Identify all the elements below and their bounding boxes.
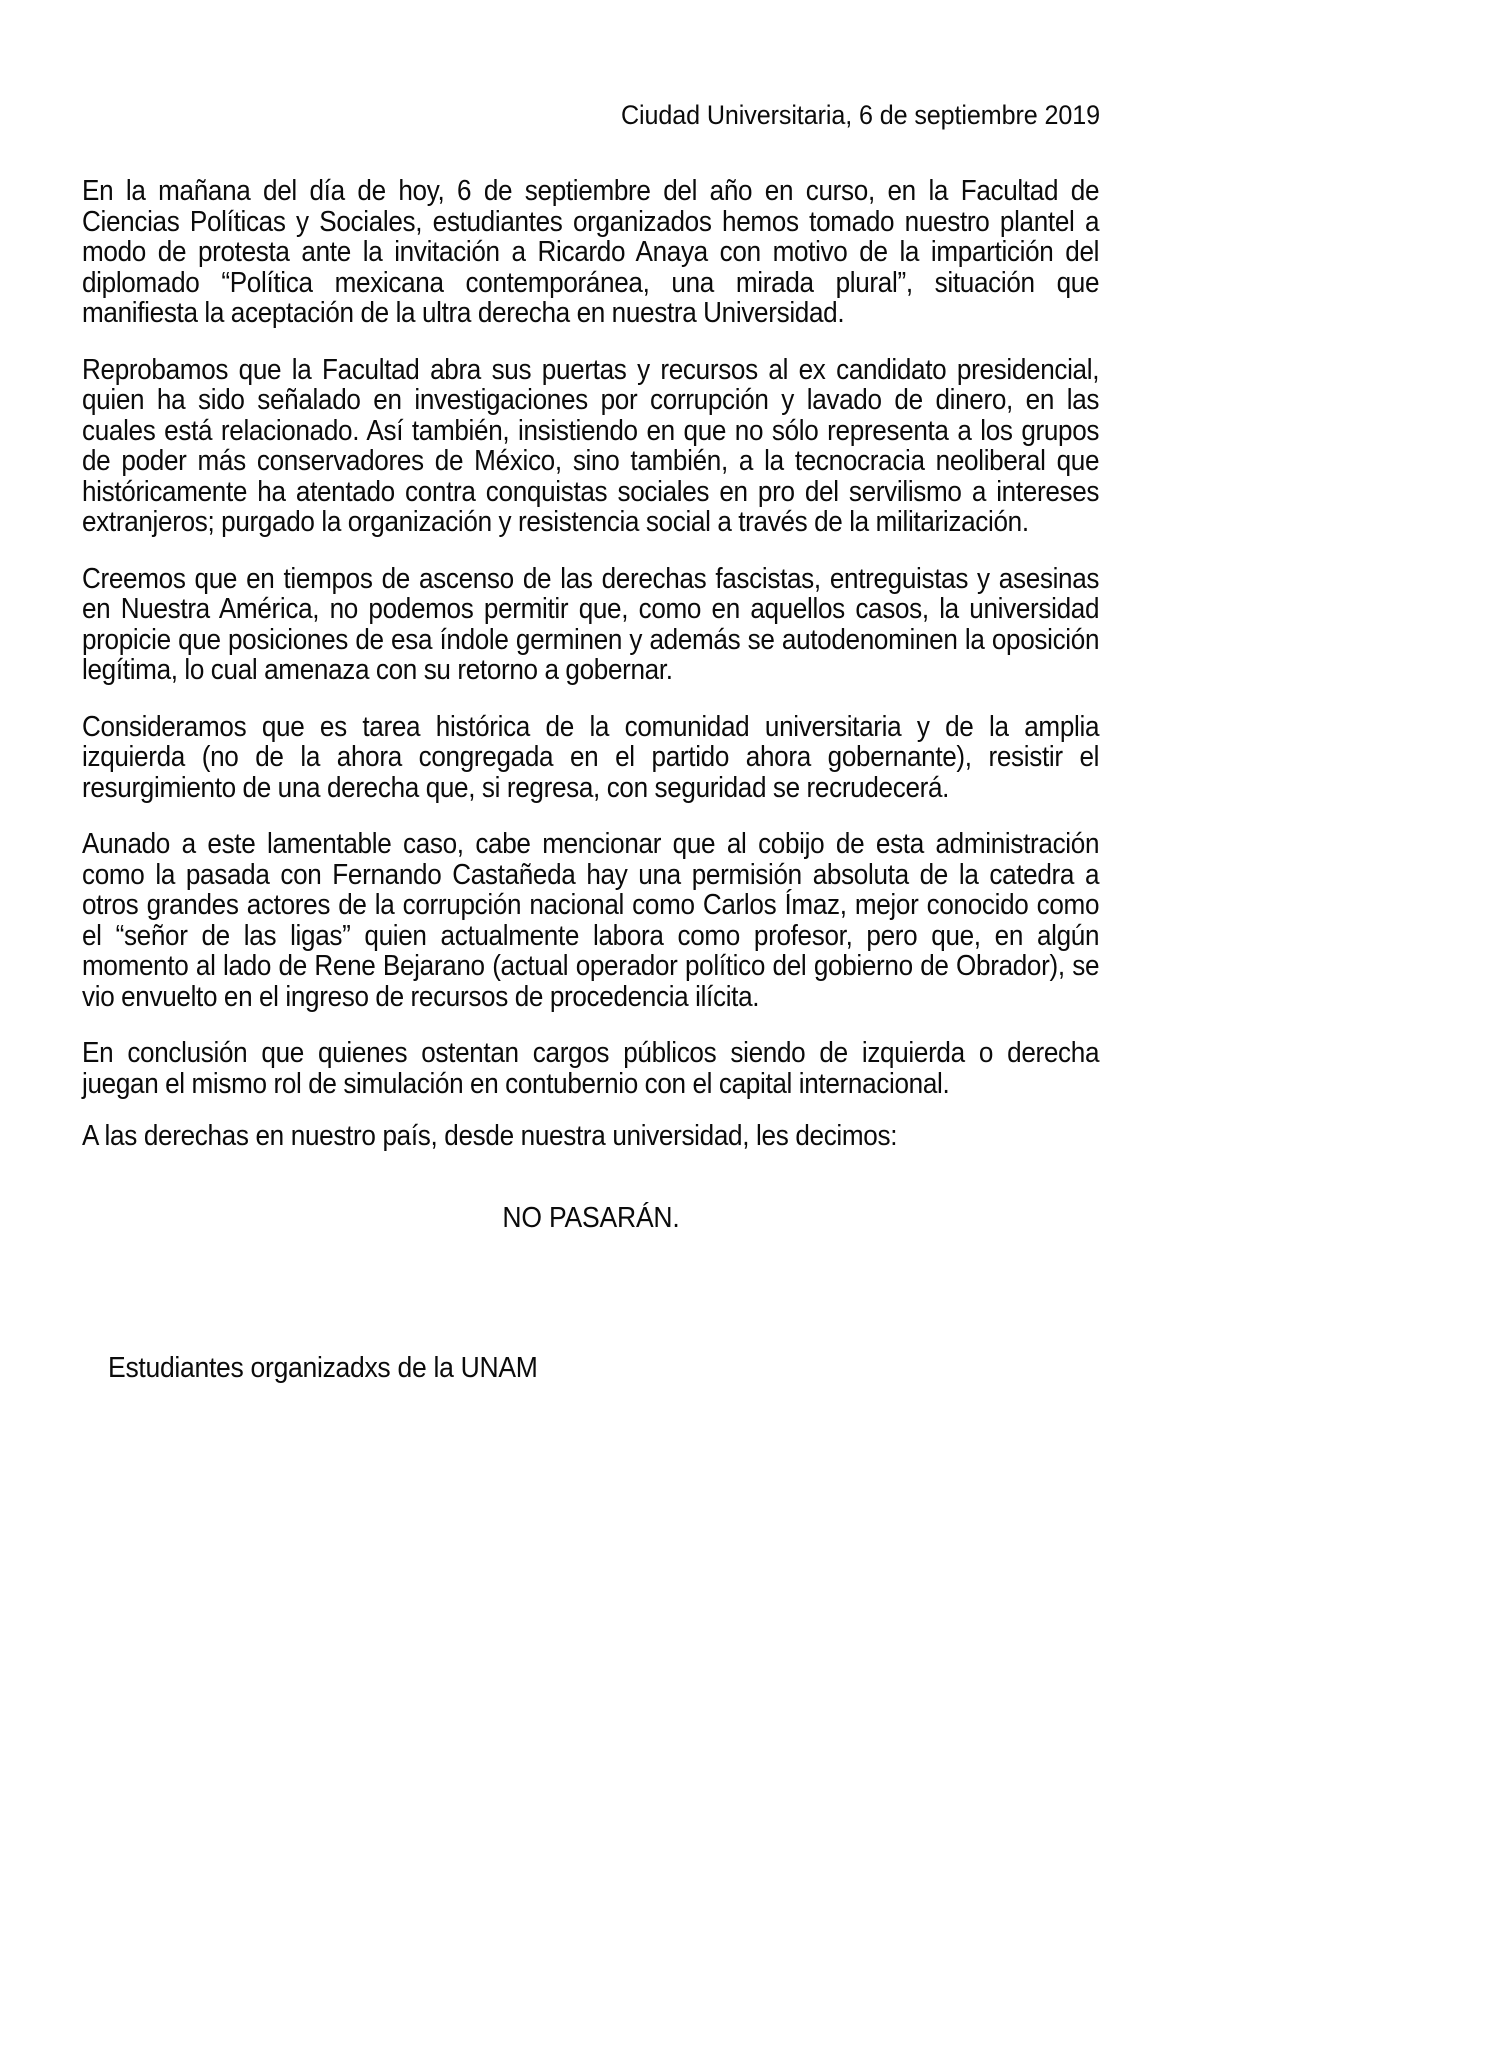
document-body — [82, 0, 1100, 1384]
paragraph-6: En conclusión que quienes ostentan cargos públicos siendo de izquierda o derecha juegan el mismo rol de simulación en contubernio con el capital internacional. — [82, 1037, 1100, 1100]
slogan-no-pasaran: NO PASARÁN. — [502, 1201, 680, 1234]
paragraph-4: Consideramos que es tarea histórica de la comunidad universitaria y de la amplia izquierda (no de la ahora congregada en el partido ahora gobernante), resistir el resurgimiento de una derecha que, si regresa, con seguridad se recrudecerá. — [82, 710, 1100, 804]
dateline: Ciudad Universitaria, 6 de septiembre 2019 — [620, 100, 1100, 130]
closing-address-line: A las derechas en nuestro país, desde nuestra universidad, les decimos: — [82, 1120, 898, 1152]
paragraph-2: Reprobamos que la Facultad abra sus puertas y recursos al ex candidato presidencial, quien ha sido señalado en investigaciones por corrupción y lavado de dinero, en las cuales está relacionado. Así también, insistiendo en que no sólo representa a los grupos de poder más conservadores de México, sino también, a la tecnocracia neoliberal que históricamente ha atentado contra conquistas sociales en pro del servilismo a intereses extranjeros; purgado la organización y resistencia social a través de la militarización. — [82, 353, 1100, 538]
paragraph-5: Aunado a este lamentable caso, cabe mencionar que al cobijo de esta administración como la pasada con Fernando Castañeda hay una permisión absoluta de la catedra a otros grandes actores de la corrupción nacional como Carlos Ímaz, mejor conocido como el “señor de las ligas” quien actualmente labora como profesor, pero que, en algún momento al lado de Rene Bejarano (actual operador político del gobierno de Obrador), se vio envuelto en el ingreso de recursos de procedencia ilícita. — [82, 828, 1100, 1013]
paragraph-3: Creemos que en tiempos de ascenso de las derechas fascistas, entreguistas y asesinas en Nuestra América, no podemos permitir que, como en aquellos casos, la universidad propicie que posiciones de esa índole germinen y además se autodenominen la oposición legítima, lo cual amenaza con su retorno a gobernar. — [82, 562, 1100, 686]
signature-line: Estudiantes organizadxs de la UNAM — [108, 1351, 538, 1384]
paragraph-1: En la mañana del día de hoy, 6 de septiembre del año en curso, en la Facultad de Ciencias Políticas y Sociales, estudiantes organizados hemos tomado nuestro plantel a modo de protesta ante la invitación a Ricardo Anaya con motivo de la impartición del diplomado “Política mexicana contemporánea, una mirada plural”, situación que manifiesta la aceptación de la ultra derecha en nuestra Universidad. — [82, 175, 1100, 329]
paragraph-list — [82, 176, 1100, 1099]
